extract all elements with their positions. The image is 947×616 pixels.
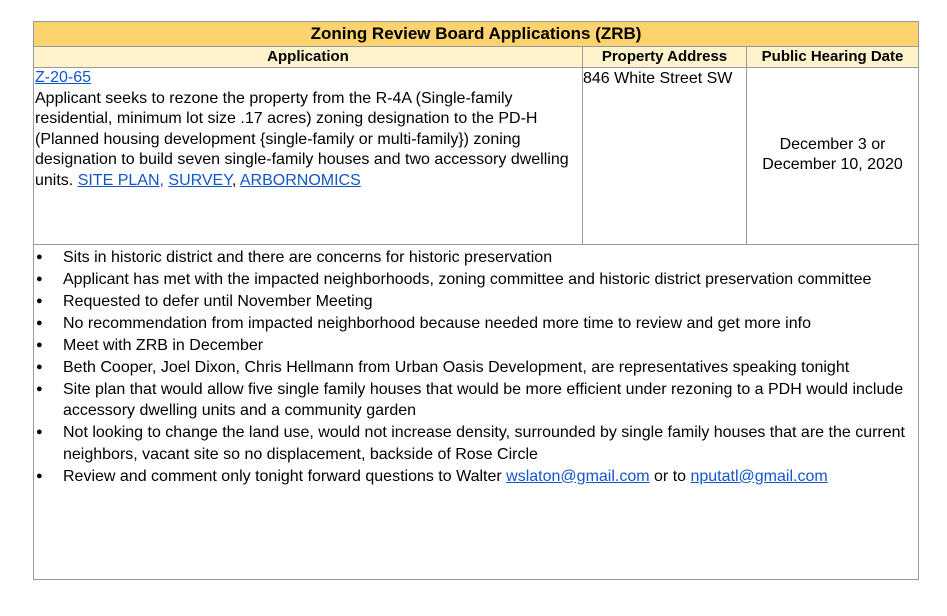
case-id-link[interactable]: Z-20-65 [35,69,92,86]
note-text: Requested to defer until November Meeting [63,292,373,310]
list-item [34,379,918,422]
application-cell [34,68,583,245]
header-property-address: Property Address [583,47,747,68]
application-description: Applicant seeks to rezone the property from the R-4A (Single-family residential, minimum lot size .17 acres) zoning designation to the PD-H (Planned housing development {single-family or multi-family}) zoning designation to build seven single-family houses and two accessory dwelling units. [35,89,569,189]
email-link-nputatl[interactable]: nputatl@gmail.com [690,467,828,485]
list-item [34,466,918,488]
hearing-date-cell [747,68,919,245]
note-text: Review and comment only tonight forward questions to Walter [63,467,507,485]
note-text: or to [649,467,691,485]
notes-cell [34,245,919,580]
list-item [34,422,918,465]
list-item [34,247,918,269]
note-text: No recommendation from impacted neighborhood because needed more time to review and get more info [63,314,811,332]
notes-row [34,245,919,580]
application-row [34,68,919,245]
bullet-icon: ● [36,382,43,395]
table-header-row [34,47,919,68]
hearing-date-line2: December 10, 2020 [762,156,903,173]
notes-list [34,247,918,488]
bullet-icon: ● [36,338,43,351]
header-public-hearing-date: Public Hearing Date [747,47,919,68]
table-title: Zoning Review Board Applications (ZRB) [34,22,919,47]
bullet-icon: ● [36,469,43,482]
zrb-table [33,21,919,580]
bullet-icon: ● [36,250,43,263]
site-plan-link[interactable]: SITE PLAN, [77,171,164,189]
list-item [34,269,918,291]
list-item [34,357,918,379]
note-text: Not looking to change the land use, would not increase density, surrounded by single family houses that are the current neighbors, vacant site so no displacement, backside of Rose Circle [63,424,905,463]
arbornomics-link[interactable]: ARBORNOMICS [239,171,361,189]
note-text: Beth Cooper, Joel Dixon, Chris Hellmann from Urban Oasis Development, are representatives speaking tonight [63,358,850,376]
survey-link[interactable]: SURVEY [168,171,232,189]
hearing-date-line1: December 3 or [779,136,886,153]
table-title-row [34,22,919,47]
bullet-icon: ● [36,294,43,307]
note-text: Meet with ZRB in December [63,336,264,354]
note-text: Sits in historic district and there are concerns for historic preservation [63,248,553,266]
list-item [34,313,918,335]
note-text: Site plan that would allow five single family houses that would be more efficient under rezoning to a PDH would include accessory dwelling units and a community garden [63,380,904,419]
header-application: Application [34,47,583,68]
email-link-walter[interactable]: wslaton@gmail.com [506,467,650,485]
list-item [34,291,918,313]
bullet-icon: ● [36,426,43,438]
note-text: Applicant has met with the impacted neighborhoods, zoning committee and historic district preservation committee [63,270,872,288]
link-separator: , [231,171,240,189]
bullet-icon: ● [36,360,43,373]
bullet-icon: ● [36,316,43,329]
zrb-table-wrapper [33,21,918,580]
property-address-cell: 846 White Street SW [583,68,747,245]
bullet-icon: ● [36,272,43,285]
list-item [34,335,918,357]
